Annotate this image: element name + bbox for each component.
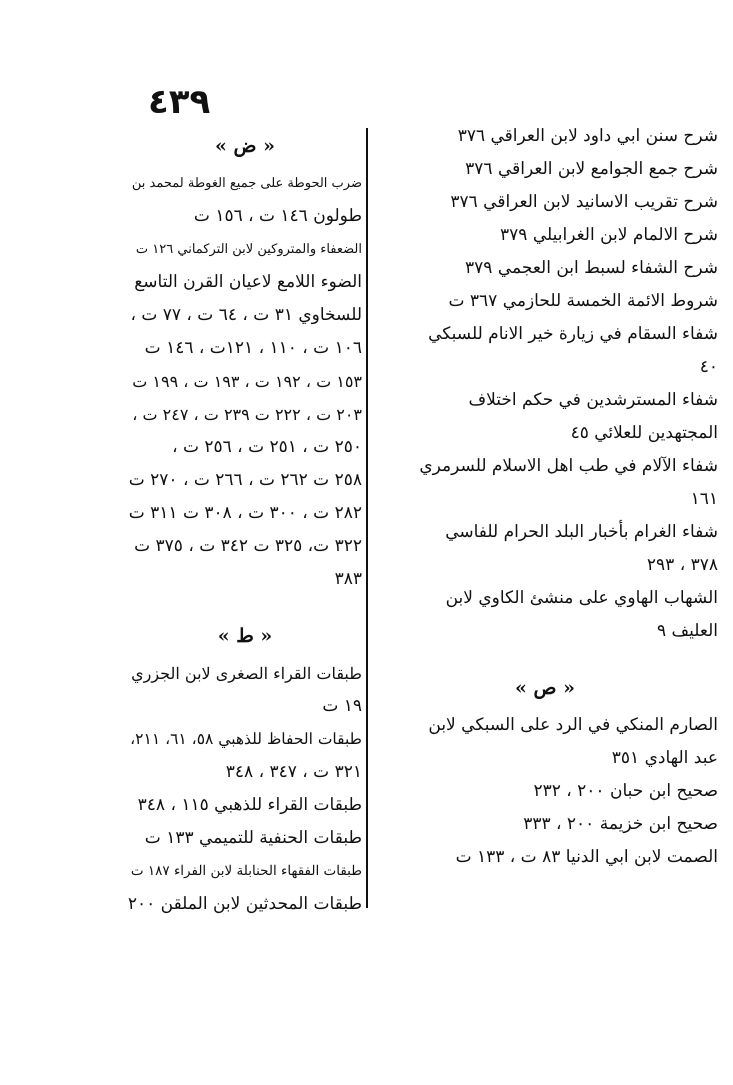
index-entry: ١٦١ bbox=[690, 489, 718, 509]
index-entries-dad bbox=[128, 167, 362, 596]
column-divider bbox=[366, 128, 368, 908]
index-entry: ٤٠ bbox=[699, 357, 718, 377]
index-entry: طبقات الحفاظ للذهبي ٥٨، ٦١، ٢١١، bbox=[130, 730, 362, 748]
index-entry: طولون ١٤٦ ت ، ١٥٦ ت bbox=[193, 206, 362, 226]
index-entries-ta bbox=[128, 657, 362, 921]
index-entries-sad bbox=[372, 709, 718, 874]
right-column bbox=[372, 120, 718, 874]
index-entry: العليف ٩ bbox=[656, 621, 718, 641]
index-entries-sheen bbox=[372, 120, 718, 648]
index-entry: صحيح ابن حبان ٢٠٠ ، ٢٣٢ bbox=[533, 781, 718, 801]
index-entry: ١٥٣ ت ، ١٩٢ ت ، ١٩٣ ت ، ١٩٩ ت bbox=[132, 372, 362, 391]
index-entry: ضرب الحوطة على جميع الغوطة لمحمد بن bbox=[131, 176, 362, 191]
index-entry: ٣٢١ ت ، ٣٤٧ ، ٣٤٨ bbox=[225, 762, 362, 782]
section-header-dad: « ض » bbox=[215, 135, 275, 157]
index-entry: الضوء اللامع لاعيان القرن التاسع bbox=[134, 272, 362, 292]
index-entry: شرح الشفاء لسبط ابن العجمي ٣٧٩ bbox=[465, 258, 718, 278]
index-entry: شرح الالمام لابن الغرابيلي ٣٧٩ bbox=[500, 225, 718, 245]
index-entry: ٢٥٠ ت ، ٢٥١ ت ، ٢٥٦ ت ، bbox=[172, 437, 362, 457]
index-entry: طبقات الحنفية للتميمي ١٣٣ ت bbox=[144, 828, 362, 848]
left-column bbox=[128, 120, 362, 921]
index-entry: شفاء الآلام في طب اهل الاسلام للسرمري bbox=[419, 456, 718, 476]
index-entry: ٣٨٣ bbox=[334, 569, 362, 589]
index-entry: عبد الهادي ٣٥١ bbox=[611, 748, 718, 768]
index-entry: ١٠٦ ت ، ١١٠ ، ١٢١ت ، ١٤٦ ت bbox=[144, 338, 362, 358]
index-entry: الضعفاء والمتروكين لابن التركماني ١٢٦ ت bbox=[135, 242, 362, 257]
index-entry: طبقات القراء للذهبي ١١٥ ، ٣٤٨ bbox=[137, 795, 362, 815]
index-entry: ٢٥٨ ت ٢٦٢ ت ، ٢٦٦ ت ، ٢٧٠ ت bbox=[128, 470, 362, 490]
index-entry: ٣٢٢ ت، ٣٢٥ ت ٣٤٢ ت ، ٣٧٥ ت bbox=[134, 536, 362, 556]
index-entry: ٣٧٨ ، ٢٩٣ bbox=[646, 555, 718, 575]
page-number: ٤٣٩ bbox=[148, 82, 211, 122]
index-entry: شرح جمع الجوامع لابن العراقي ٣٧٦ bbox=[465, 159, 718, 179]
index-entry: شفاء الغرام بأخبار البلد الحرام للفاسي bbox=[445, 522, 718, 542]
section-header-sad: « ص » bbox=[515, 677, 575, 699]
index-entry: ٢٠٣ ت ، ٢٢٢ ت ٢٣٩ ت ، ٢٤٧ ت ، bbox=[132, 405, 362, 424]
section-header-ta: « ط » bbox=[217, 625, 273, 647]
index-entry: الشهاب الهاوي على منشئ الكاوي لابن bbox=[445, 588, 718, 608]
index-entry: شرح تقريب الاسانيد لابن العراقي ٣٧٦ bbox=[450, 192, 718, 212]
index-entry: شفاء السقام في زيارة خير الانام للسبكي bbox=[428, 324, 718, 344]
index-entry: طبقات المحدثين لابن الملقن ٢٠٠ bbox=[127, 894, 362, 914]
index-entry: ٢٨٢ ت ، ٣٠٠ ت ، ٣٠٨ ت ٣١١ ت bbox=[128, 503, 362, 523]
index-entry: شروط الائمة الخمسة للحازمي ٣٦٧ ت bbox=[448, 291, 718, 311]
index-entry: الصارم المنكي في الرد على السبكي لابن bbox=[428, 715, 718, 735]
index-entry: شفاء المسترشدين في حكم اختلاف bbox=[468, 390, 718, 410]
index-entry: شرح سنن ابي داود لابن العراقي ٣٧٦ bbox=[457, 126, 718, 146]
index-entry: طبقات الفقهاء الحنابلة لابن الفراء ١٨٧ ت bbox=[130, 863, 362, 879]
index-entry: المجتهدين للعلائي ٤٥ bbox=[570, 423, 718, 443]
index-entry: للسخاوي ٣١ ت ، ٦٤ ت ، ٧٧ ت ، bbox=[130, 305, 362, 325]
index-entry: طبقات القراء الصغرى لابن الجزري bbox=[131, 664, 362, 683]
index-entry: الصمت لابن ابي الدنيا ٨٣ ت ، ١٣٣ ت bbox=[455, 847, 718, 867]
index-entry: ١٩ ت bbox=[322, 696, 362, 716]
index-entry: صحيح ابن خزيمة ٢٠٠ ، ٣٣٣ bbox=[523, 814, 718, 834]
